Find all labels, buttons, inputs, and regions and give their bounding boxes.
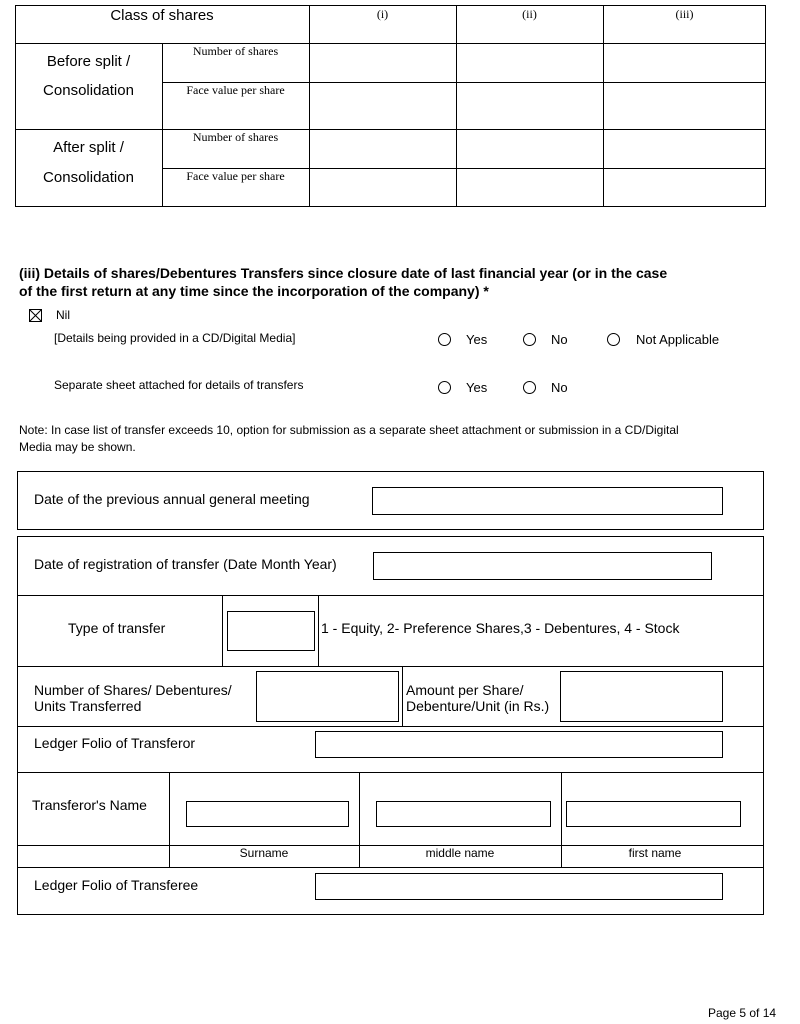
agm-date-label: Date of the previous annual general meeting	[34, 491, 310, 507]
note-line: Note: In case list of transfer exceeds 10, option for submission as a separate sheet attachment or submission in a CD/Digital	[19, 423, 679, 437]
divider	[309, 5, 310, 207]
cd-not-applicable-label: Not Applicable	[636, 332, 720, 347]
divider	[15, 43, 766, 44]
cd-media-label: [Details being provided in a CD/Digital Media]	[54, 331, 296, 345]
divider	[17, 666, 764, 667]
middle-name-input[interactable]	[376, 801, 551, 827]
divider	[402, 666, 403, 726]
cd-not-applicable-radio[interactable]	[607, 333, 620, 346]
label-line: Amount per Share/	[406, 682, 524, 698]
agm-date-input[interactable]	[372, 487, 723, 515]
type-of-transfer-hint: 1 - Equity, 2- Preference Shares,3 - Debentures, 4 - Stock	[321, 620, 680, 636]
number-transferred-input[interactable]	[256, 671, 399, 722]
label-line: Number of Shares/ Debentures/	[34, 682, 232, 698]
amount-per-share-input[interactable]	[560, 671, 723, 722]
type-of-transfer-input[interactable]	[227, 611, 315, 651]
note	[19, 422, 784, 456]
face-value-label: Face value per share	[186, 169, 285, 183]
section-heading-line: of the first return at any time since the incorporation of the company) *	[19, 283, 489, 299]
cd-no-radio[interactable]	[523, 333, 536, 346]
separate-sheet-label: Separate sheet attached for details of transfers	[54, 378, 304, 392]
first-name-input[interactable]	[566, 801, 741, 827]
sheet-yes-radio[interactable]	[438, 381, 451, 394]
column-header-ii: (ii)	[522, 7, 537, 21]
ledger-transferor-label: Ledger Folio of Transferor	[34, 735, 196, 751]
transferor-name-label: Transferor's Name	[32, 797, 147, 813]
after-consolidation-label: Consolidation	[43, 169, 134, 186]
registration-date-input[interactable]	[373, 552, 712, 580]
divider	[17, 867, 764, 868]
before-split-label: Before split /	[46, 53, 131, 70]
type-of-transfer-label: Type of transfer	[68, 620, 166, 636]
divider	[456, 5, 457, 207]
divider	[17, 772, 764, 773]
after-split-label: After split /	[53, 139, 124, 156]
registration-date-label: Date of registration of transfer (Date Month Year)	[34, 556, 337, 572]
class-of-shares-header: Class of shares	[110, 7, 214, 24]
surname-input[interactable]	[186, 801, 349, 827]
label-line: Debenture/Unit (in Rs.)	[406, 698, 550, 714]
number-of-shares-label: Number of shares	[192, 130, 279, 144]
divider	[222, 595, 223, 666]
face-value-label: Face value per share	[186, 83, 285, 97]
number-of-shares-label: Number of shares	[192, 44, 279, 58]
number-transferred-label	[34, 682, 232, 714]
cd-no-label: No	[551, 332, 568, 347]
divider	[15, 129, 766, 130]
amount-per-share-label	[406, 682, 549, 714]
middle-name-caption: middle name	[425, 846, 495, 860]
sheet-no-label: No	[551, 380, 568, 395]
divider	[17, 595, 764, 596]
ledger-transferee-label: Ledger Folio of Transferee	[34, 877, 199, 893]
nil-label: Nil	[56, 308, 70, 322]
column-header-i: (i)	[376, 7, 389, 21]
first-name-caption: first name	[628, 846, 682, 860]
divider	[17, 726, 764, 727]
page-number: Page 5 of 14	[708, 1006, 777, 1020]
divider	[603, 5, 604, 207]
divider	[318, 595, 319, 666]
section-heading-line: (iii) Details of shares/Debentures Transfers since closure date of last financial year (or in the case	[19, 265, 668, 281]
sheet-yes-label: Yes	[466, 380, 488, 395]
nil-checkbox[interactable]	[29, 309, 42, 322]
cd-yes-label: Yes	[466, 332, 488, 347]
label-line: Units Transferred	[34, 698, 142, 714]
section-heading	[19, 264, 779, 300]
surname-caption: Surname	[239, 846, 289, 860]
check-x-icon	[30, 310, 41, 321]
column-header-iii: (iii)	[675, 7, 694, 21]
note-line: Media may be shown.	[19, 440, 136, 454]
ledger-transferee-input[interactable]	[315, 873, 723, 900]
sheet-no-radio[interactable]	[523, 381, 536, 394]
before-consolidation-label: Consolidation	[43, 82, 134, 99]
ledger-transferor-input[interactable]	[315, 731, 723, 758]
cd-yes-radio[interactable]	[438, 333, 451, 346]
